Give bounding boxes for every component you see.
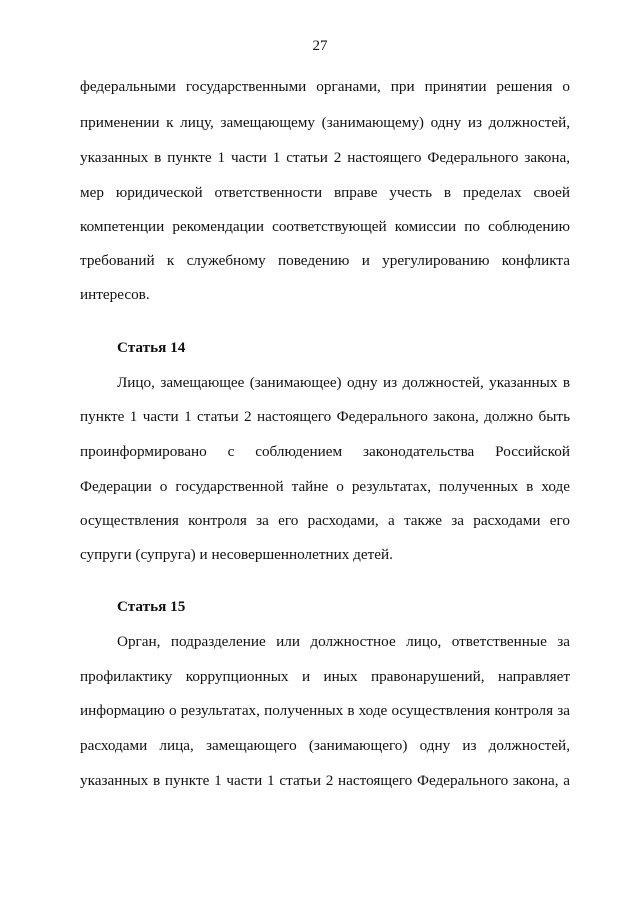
- article-15-heading: Статья 15: [117, 598, 186, 615]
- text-line: супруги (супруга) и несовершеннолетних детей.: [80, 546, 393, 563]
- text-line: указанных в пункте 1 части 1 статьи 2 настоящего Федерального закона, а: [80, 772, 570, 789]
- text-line: Федерации о государственной тайне о результатах, полученных в ходе: [80, 478, 570, 495]
- text-line: интересов.: [80, 286, 150, 303]
- text-line: информацию о результатах, полученных в ходе осуществления контроля за: [80, 702, 570, 719]
- text-line: указанных в пункте 1 части 1 статьи 2 настоящего Федерального закона,: [80, 149, 570, 166]
- text-line: профилактику коррупционных и иных правонарушений, направляет: [80, 668, 570, 685]
- text-line: пункте 1 части 1 статьи 2 настоящего Федерального закона, должно быть: [80, 408, 570, 425]
- text-line: мер юридической ответственности вправе учесть в пределах своей: [80, 184, 570, 201]
- text-line: компетенции рекомендации соответствующей комиссии по соблюдению: [80, 218, 570, 235]
- text-line: применении к лицу, замещающему (занимающему) одну из должностей,: [80, 114, 570, 131]
- text-line: расходами лица, замещающего (занимающего) одну из должностей,: [80, 737, 570, 754]
- page-number: 27: [312, 38, 328, 54]
- text-line: осуществления контроля за его расходами, а также за расходами его: [80, 512, 570, 529]
- text-line: требований к служебному поведению и урегулированию конфликта: [80, 252, 570, 269]
- text-line: Лицо, замещающее (занимающее) одну из должностей, указанных в: [117, 374, 570, 391]
- text-line: проинформировано с соблюдением законодательства Российской: [80, 443, 570, 460]
- article-14-heading: Статья 14: [117, 339, 186, 356]
- text-line: Орган, подразделение или должностное лицо, ответственные за: [117, 633, 570, 650]
- text-line: федеральными государственными органами, при принятии решения о: [80, 78, 570, 95]
